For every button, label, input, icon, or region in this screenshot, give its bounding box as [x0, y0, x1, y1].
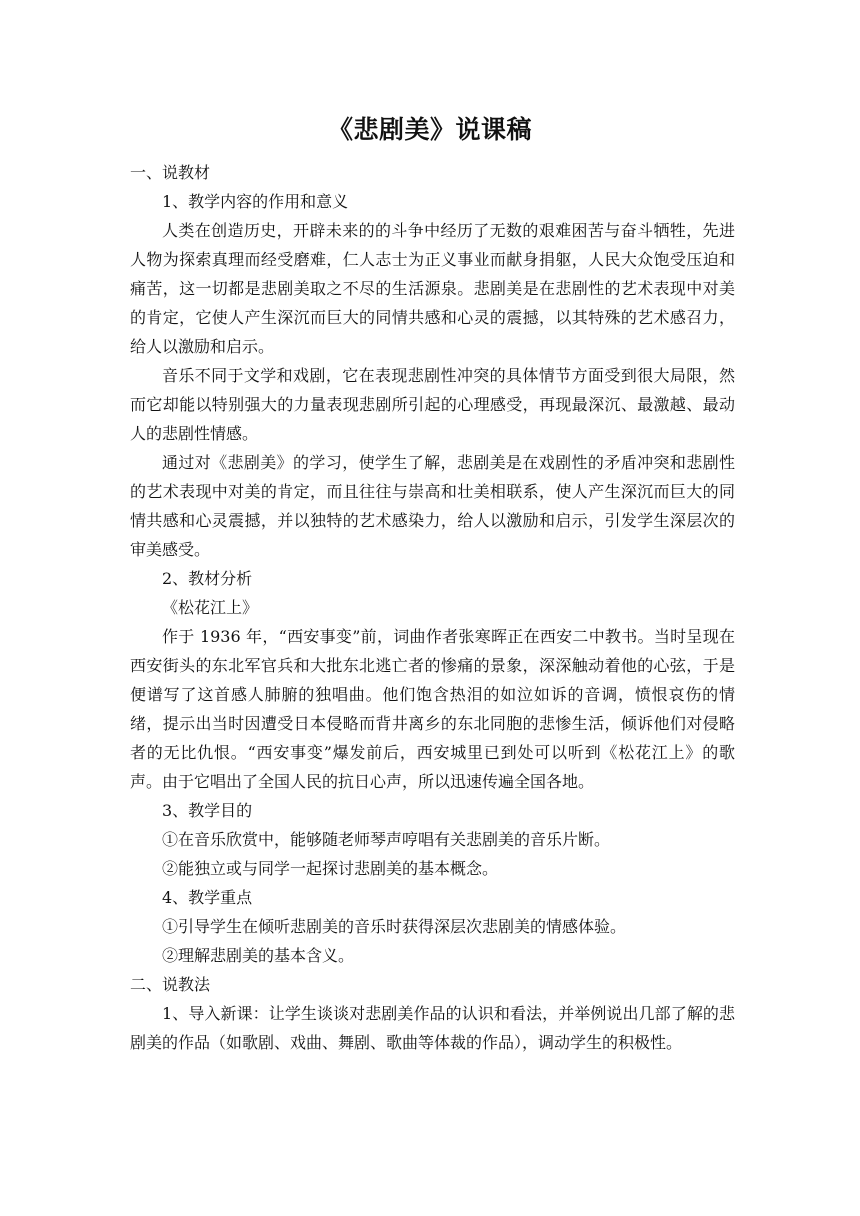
key-point-item-2: ②理解悲剧美的基本含义。 — [162, 946, 355, 965]
paragraph-song-background: 作于 1936 年，“西安事变”前，词曲作者张寒晖正在西安二中教书。当时呈现在西安街头的东北军官兵和大批东北逃亡者的惨痛的景象，深深触动着他的心弦，于是便谱写了这首感人肺腑的独唱曲。他们饱含热泪的如泣如诉的音调，愤恨哀伤的情绪，提示出当时因遭受日本侵略而背井离乡的东北同胞的悲惨生活，倾诉他们对侵略者的无比仇恨。“西安事变”爆发前后，西安城里已到处可以听到《松花江上》的歌声。由于它唱出了全国人民的抗日心声，所以迅速传遍全国各地。 — [130, 627, 735, 791]
page-title: 《悲剧美》说课稿 — [327, 115, 532, 144]
key-point-item-1: ①引导学生在倾听悲剧美的音乐时获得深层次悲剧美的情感体验。 — [162, 917, 627, 936]
song-title: 《松花江上》 — [162, 598, 259, 617]
section-heading-teaching-method: 二、说教法 — [130, 975, 211, 994]
goal-item-1: ①在音乐欣赏中，能够随老师琴声哼唱有关悲剧美的音乐片断。 — [162, 830, 611, 849]
paragraph-learning-purpose: 通过对《悲剧美》的学习，使学生了解，悲剧美是在戏剧性的矛盾冲突和悲剧性的艺术表现中对美的肯定，而且往往与崇高和壮美相联系，使人产生深沉而巨大的同情共感和心灵震撼，并以独特的艺术感染力，给人以激励和启示，引发学生深层次的审美感受。 — [130, 453, 735, 559]
goal-item-2: ②能独立或与同学一起探讨悲剧美的基本概念。 — [162, 859, 499, 878]
subheading-teaching-goals: 3、教学目的 — [162, 801, 253, 820]
subheading-material-analysis: 2、教材分析 — [162, 569, 253, 588]
paragraph-introduce-new-lesson: 1、导入新课：让学生谈谈对悲剧美作品的认识和看法，并举例说出几部了解的悲剧美的作品（如歌剧、戏曲、舞剧、歌曲等体裁的作品），调动学生的积极性。 — [130, 1004, 735, 1052]
paragraph-music-vs-literature: 音乐不同于文学和戏剧，它在表现悲剧性冲突的具体情节方面受到很大局限，然而它却能以特别强大的力量表现悲剧所引起的心理感受，再现最深沉、最激越、最动人的悲剧性情感。 — [130, 366, 735, 443]
paragraph-tragic-beauty-origin: 人类在创造历史，开辟未来的的斗争中经历了无数的艰难困苦与奋斗牺牲，先进人物为探索真理而经受磨难，仁人志士为正义事业而献身捐躯，人民大众饱受压迫和痛苦，这一切都是悲剧美取之不尽的生活源泉。悲剧美是在悲剧性的艺术表现中对美的肯定，它使人产生深沉而巨大的同情共感和心灵的震撼，以其特殊的艺术感召力，给人以激励和启示。 — [130, 221, 735, 356]
document-body — [130, 158, 735, 1057]
subheading-role-and-significance: 1、教学内容的作用和意义 — [162, 192, 349, 211]
subheading-teaching-key-points: 4、教学重点 — [162, 888, 253, 907]
section-heading-teaching-material: 一、说教材 — [130, 163, 211, 182]
